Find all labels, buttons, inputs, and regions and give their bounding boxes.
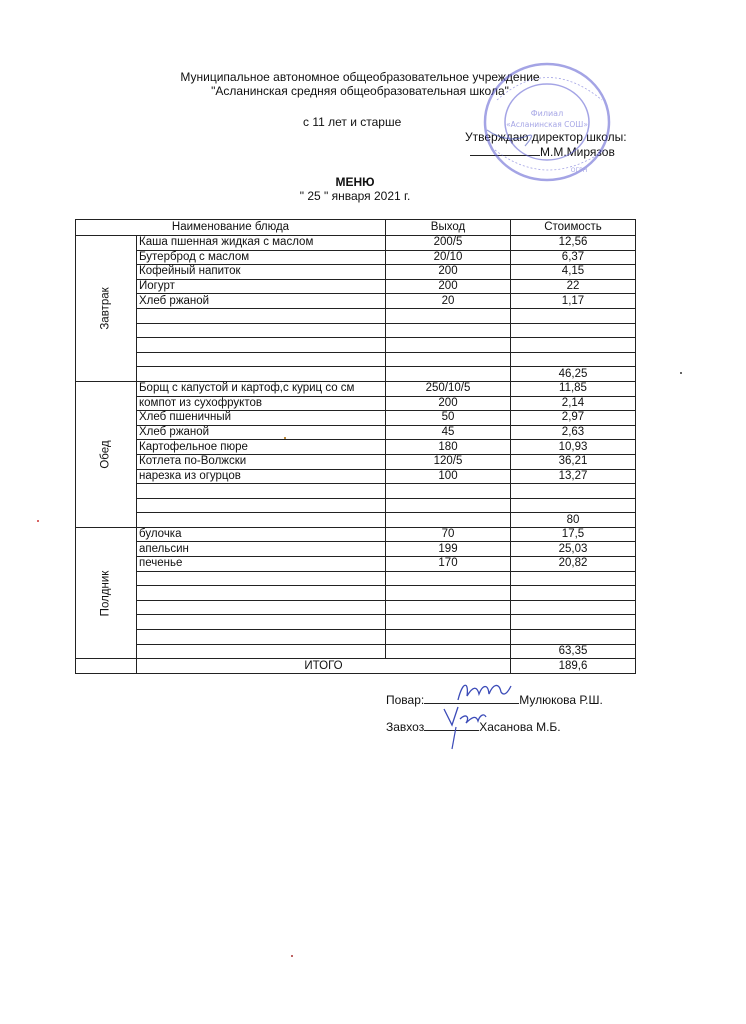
dish-name-cell <box>137 615 386 630</box>
manager-label: Завхоз <box>386 720 425 734</box>
table-row <box>76 250 636 265</box>
org-name-line1: Муниципальное автономное общеобразовательное учреждение <box>180 70 540 84</box>
meal-section-label-text: Полдник <box>99 570 112 616</box>
dish-cost-cell <box>511 308 636 323</box>
dish-output-cell <box>386 630 511 645</box>
meal-section-label-text: Завтрак <box>99 287 112 330</box>
dish-cost-cell: 2,63 <box>511 425 636 440</box>
dish-name-cell <box>137 352 386 367</box>
dish-cost-cell <box>511 498 636 513</box>
dish-cost-cell: 13,27 <box>511 469 636 484</box>
dish-output-cell <box>386 615 511 630</box>
stamp-text-2: «Асланинская СОШ» <box>506 120 588 129</box>
dish-cost-cell <box>511 586 636 601</box>
empty-cell <box>386 513 511 528</box>
table-row <box>76 236 636 251</box>
dish-output-cell: 50 <box>386 411 511 426</box>
dish-name-cell <box>137 308 386 323</box>
table-row <box>76 571 636 586</box>
dish-name-cell: Хлеб ржаной <box>137 294 386 309</box>
dish-output-cell: 70 <box>386 527 511 542</box>
dish-cost-cell <box>511 615 636 630</box>
dish-cost-cell: 1,17 <box>511 294 636 309</box>
table-row <box>76 323 636 338</box>
section-total-value: 80 <box>511 513 636 528</box>
dish-name-cell: апельсин <box>137 542 386 557</box>
dish-output-cell <box>386 484 511 499</box>
dish-output-cell <box>386 338 511 353</box>
section-total-row <box>76 513 636 528</box>
dish-cost-cell <box>511 600 636 615</box>
dish-cost-cell: 2,14 <box>511 396 636 411</box>
dish-output-cell: 45 <box>386 425 511 440</box>
dish-cost-cell <box>511 323 636 338</box>
dish-cost-cell <box>511 630 636 645</box>
meal-section-label <box>76 527 137 658</box>
empty-cell <box>386 367 511 382</box>
empty-cell <box>137 513 386 528</box>
dish-name-cell <box>137 571 386 586</box>
table-row <box>76 279 636 294</box>
section-total-row <box>76 644 636 659</box>
table-row <box>76 338 636 353</box>
dish-cost-cell: 2,97 <box>511 411 636 426</box>
stamp-text: Филиал <box>530 109 564 118</box>
meal-section-label <box>76 381 137 527</box>
dish-name-cell: булочка <box>137 527 386 542</box>
scan-speck <box>284 437 286 439</box>
dish-cost-cell <box>511 484 636 499</box>
table-row <box>76 557 636 572</box>
grand-total-value: 189,6 <box>511 659 636 674</box>
dish-output-cell <box>386 586 511 601</box>
table-row <box>76 615 636 630</box>
menu-title: МЕНЮ <box>335 175 375 189</box>
dish-name-cell: Котлета по-Волжски <box>137 454 386 469</box>
table-row <box>76 381 636 396</box>
dish-output-cell: 20 <box>386 294 511 309</box>
dish-cost-cell: 36,21 <box>511 454 636 469</box>
grand-total-row <box>76 659 636 674</box>
table-row <box>76 265 636 280</box>
table-row <box>76 469 636 484</box>
dish-output-cell <box>386 308 511 323</box>
table-row <box>76 396 636 411</box>
dish-output-cell: 120/5 <box>386 454 511 469</box>
dish-output-cell: 200 <box>386 279 511 294</box>
table-row <box>76 454 636 469</box>
scan-speck <box>291 955 293 957</box>
table-row <box>76 586 636 601</box>
col-header-cost: Стоимость <box>511 220 636 236</box>
dish-name-cell: компот из сухофруктов <box>137 396 386 411</box>
col-header-name: Наименование блюда <box>76 220 386 236</box>
dish-output-cell <box>386 600 511 615</box>
dish-output-cell <box>386 498 511 513</box>
dish-output-cell <box>386 323 511 338</box>
dish-output-cell: 200 <box>386 396 511 411</box>
dish-output-cell: 199 <box>386 542 511 557</box>
dish-name-cell: Борщ с капустой и картоф,с куриц со см <box>137 381 386 396</box>
dish-cost-cell: 11,85 <box>511 381 636 396</box>
dish-name-cell <box>137 630 386 645</box>
manager-name: Хасанова М.Б. <box>479 720 561 734</box>
dish-name-cell: нарезка из огурцов <box>137 469 386 484</box>
table-row <box>76 425 636 440</box>
grand-total-label: ИТОГО <box>137 659 511 674</box>
table-row <box>76 498 636 513</box>
section-total-row <box>76 367 636 382</box>
section-total-value: 46,25 <box>511 367 636 382</box>
scan-speck <box>680 372 682 374</box>
meal-section-label <box>76 236 137 382</box>
approve-name: М.М.Мирязов <box>540 145 615 159</box>
cook-handwritten-signature <box>455 678 515 706</box>
approve-label: Утверждаю директор школы: <box>465 130 627 144</box>
empty-cell <box>137 367 386 382</box>
dish-name-cell <box>137 600 386 615</box>
dish-name-cell: Картофельное пюре <box>137 440 386 455</box>
dish-output-cell: 20/10 <box>386 250 511 265</box>
dish-cost-cell <box>511 571 636 586</box>
stamp-ogrn: ОГРН <box>570 167 588 174</box>
dish-name-cell: Хлеб пшеничный <box>137 411 386 426</box>
manager-handwritten-signature <box>440 703 490 753</box>
dish-output-cell <box>386 352 511 367</box>
dish-name-cell: Хлеб ржаной <box>137 425 386 440</box>
dish-cost-cell: 22 <box>511 279 636 294</box>
table-row <box>76 308 636 323</box>
dish-name-cell: печенье <box>137 557 386 572</box>
dish-cost-cell: 4,15 <box>511 265 636 280</box>
dish-cost-cell <box>511 338 636 353</box>
table-row <box>76 352 636 367</box>
cook-label: Повар: <box>386 693 425 707</box>
menu-table <box>75 219 636 674</box>
dish-name-cell: Каша пшенная жидкая с маслом <box>137 236 386 251</box>
cook-name: Мулюкова Р.Ш. <box>519 693 603 707</box>
table-row <box>76 600 636 615</box>
dish-cost-cell: 20,82 <box>511 557 636 572</box>
scan-speck <box>37 520 39 522</box>
dish-cost-cell: 17,5 <box>511 527 636 542</box>
table-row <box>76 542 636 557</box>
menu-date: " 25 " января 2021 г. <box>299 189 411 203</box>
dish-name-cell: Бутерброд с маслом <box>137 250 386 265</box>
dish-output-cell: 250/10/5 <box>386 381 511 396</box>
table-row <box>76 294 636 309</box>
age-group: с 11 лет и старше <box>303 115 402 129</box>
table-header-row <box>76 220 636 236</box>
dish-output-cell: 100 <box>386 469 511 484</box>
dish-name-cell <box>137 484 386 499</box>
org-name-line2: "Асланинская средняя общеобразовательная школа" <box>211 84 509 98</box>
col-header-output: Выход <box>386 220 511 236</box>
dish-cost-cell <box>511 352 636 367</box>
dish-name-cell <box>137 586 386 601</box>
table-row <box>76 440 636 455</box>
school-stamp <box>467 60 617 190</box>
dish-name-cell: Йогурт <box>137 279 386 294</box>
dish-cost-cell: 25,03 <box>511 542 636 557</box>
table-row <box>76 484 636 499</box>
dish-cost-cell: 12,56 <box>511 236 636 251</box>
dish-name-cell <box>137 498 386 513</box>
dish-name-cell <box>137 323 386 338</box>
meal-section-label-text: Обед <box>99 440 112 469</box>
section-total-value: 63,35 <box>511 644 636 659</box>
dish-name-cell: Кофейный напиток <box>137 265 386 280</box>
menu-table-body <box>76 236 636 674</box>
empty-cell <box>137 644 386 659</box>
empty-cell <box>76 659 137 674</box>
empty-cell <box>386 644 511 659</box>
dish-output-cell: 200/5 <box>386 236 511 251</box>
dish-output-cell: 180 <box>386 440 511 455</box>
dish-name-cell <box>137 338 386 353</box>
dish-output-cell: 170 <box>386 557 511 572</box>
dish-cost-cell: 10,93 <box>511 440 636 455</box>
table-row <box>76 411 636 426</box>
dish-output-cell <box>386 571 511 586</box>
dish-output-cell: 200 <box>386 265 511 280</box>
dish-cost-cell: 6,37 <box>511 250 636 265</box>
table-row <box>76 527 636 542</box>
table-row <box>76 630 636 645</box>
